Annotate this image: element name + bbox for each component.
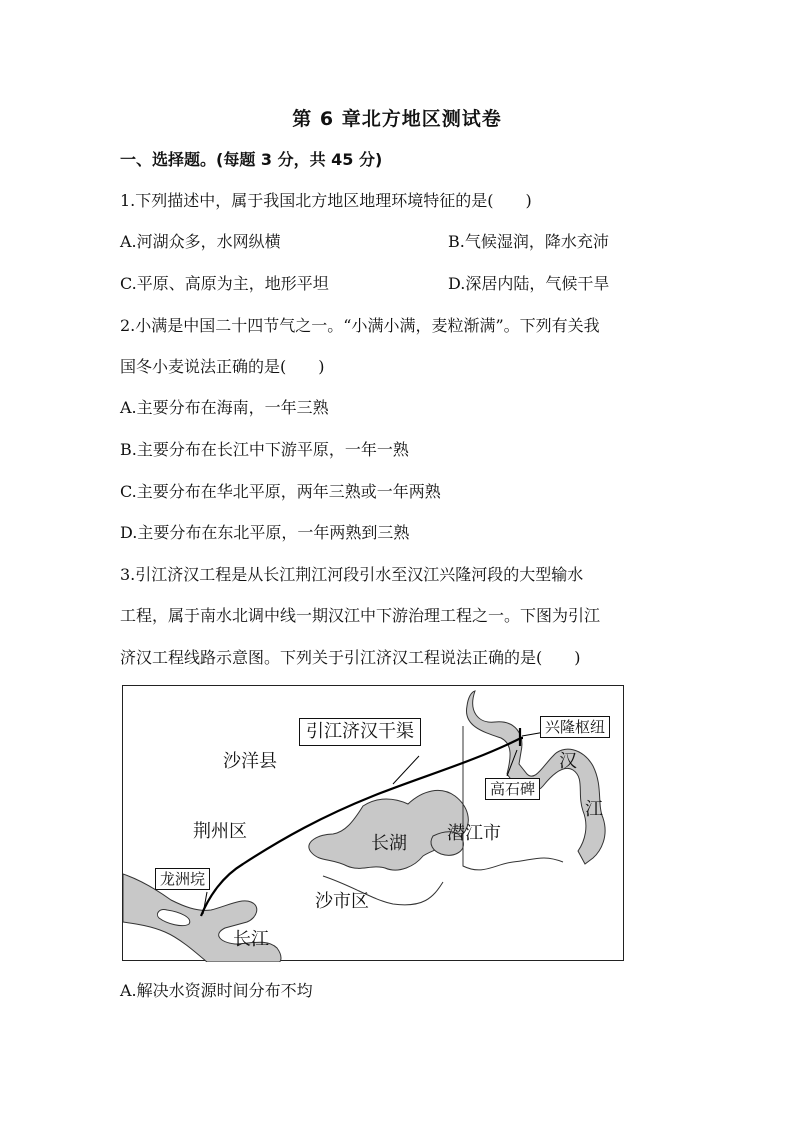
jiang-label: 江 bbox=[585, 799, 603, 820]
changhu-lake bbox=[309, 790, 468, 870]
q2-option-c: C.主要分布在华北平原，两年三熟或一年两熟 bbox=[120, 482, 441, 501]
q2-stem-line2: 国冬小麦说法正确的是( ) bbox=[120, 357, 325, 376]
han-label: 汉 bbox=[559, 751, 577, 772]
q1-option-b: B.气候湿润，降水充沛 bbox=[448, 232, 609, 251]
longzhouyuan-label: 龙洲垸 bbox=[155, 868, 210, 890]
q1-option-d: D.深居内陆，气候干旱 bbox=[448, 274, 610, 293]
q3-option-a: A.解决水资源时间分布不均 bbox=[120, 981, 313, 1000]
q2-option-d: D.主要分布在东北平原，一年两熟到三熟 bbox=[120, 523, 410, 542]
canal-route-map bbox=[122, 685, 624, 961]
jingzhou-label: 荆州区 bbox=[193, 821, 247, 842]
q2-option-b: B.主要分布在长江中下游平原，一年一熟 bbox=[120, 440, 409, 459]
shayang-label: 沙洋县 bbox=[223, 751, 277, 772]
changjiang-label: 长江 bbox=[233, 929, 269, 950]
q3-stem-line3: 济汉工程线路示意图。下列关于引江济汉工程说法正确的是( ) bbox=[120, 648, 581, 667]
changhu-label: 长湖 bbox=[371, 833, 407, 854]
qianjiang-label: 潜江市 bbox=[447, 823, 501, 844]
q3-stem-line2: 工程，属于南水北调中线一期汉江中下游治理工程之一。下图为引江 bbox=[120, 606, 601, 625]
page-title: 第 6 章北方地区测试卷 bbox=[292, 108, 502, 130]
q2-option-a: A.主要分布在海南，一年三熟 bbox=[120, 398, 329, 417]
q2-stem-line1: 2.小满是中国二十四节气之一。“小满小满，麦粒渐满”。下列有关我 bbox=[120, 316, 600, 335]
q1-option-c: C.平原、高原为主，地形平坦 bbox=[120, 274, 329, 293]
shashi-label: 沙市区 bbox=[315, 891, 369, 912]
section-heading: 一、选择题。(每题 3 分，共 45 分) bbox=[120, 150, 383, 169]
q3-stem-line1: 3.引江济汉工程是从长江荆江河段引水至汉江兴隆河段的大型输水 bbox=[120, 565, 584, 584]
canal-label: 引江济汉干渠 bbox=[299, 718, 421, 746]
xinglong-label: 兴隆枢纽 bbox=[540, 716, 610, 738]
q1-option-a: A.河湖众多，水网纵横 bbox=[120, 232, 281, 251]
gaoshibei-label: 高石碑 bbox=[485, 778, 540, 800]
q1-stem: 1.下列描述中，属于我国北方地区地理环境特征的是( ) bbox=[120, 191, 532, 210]
